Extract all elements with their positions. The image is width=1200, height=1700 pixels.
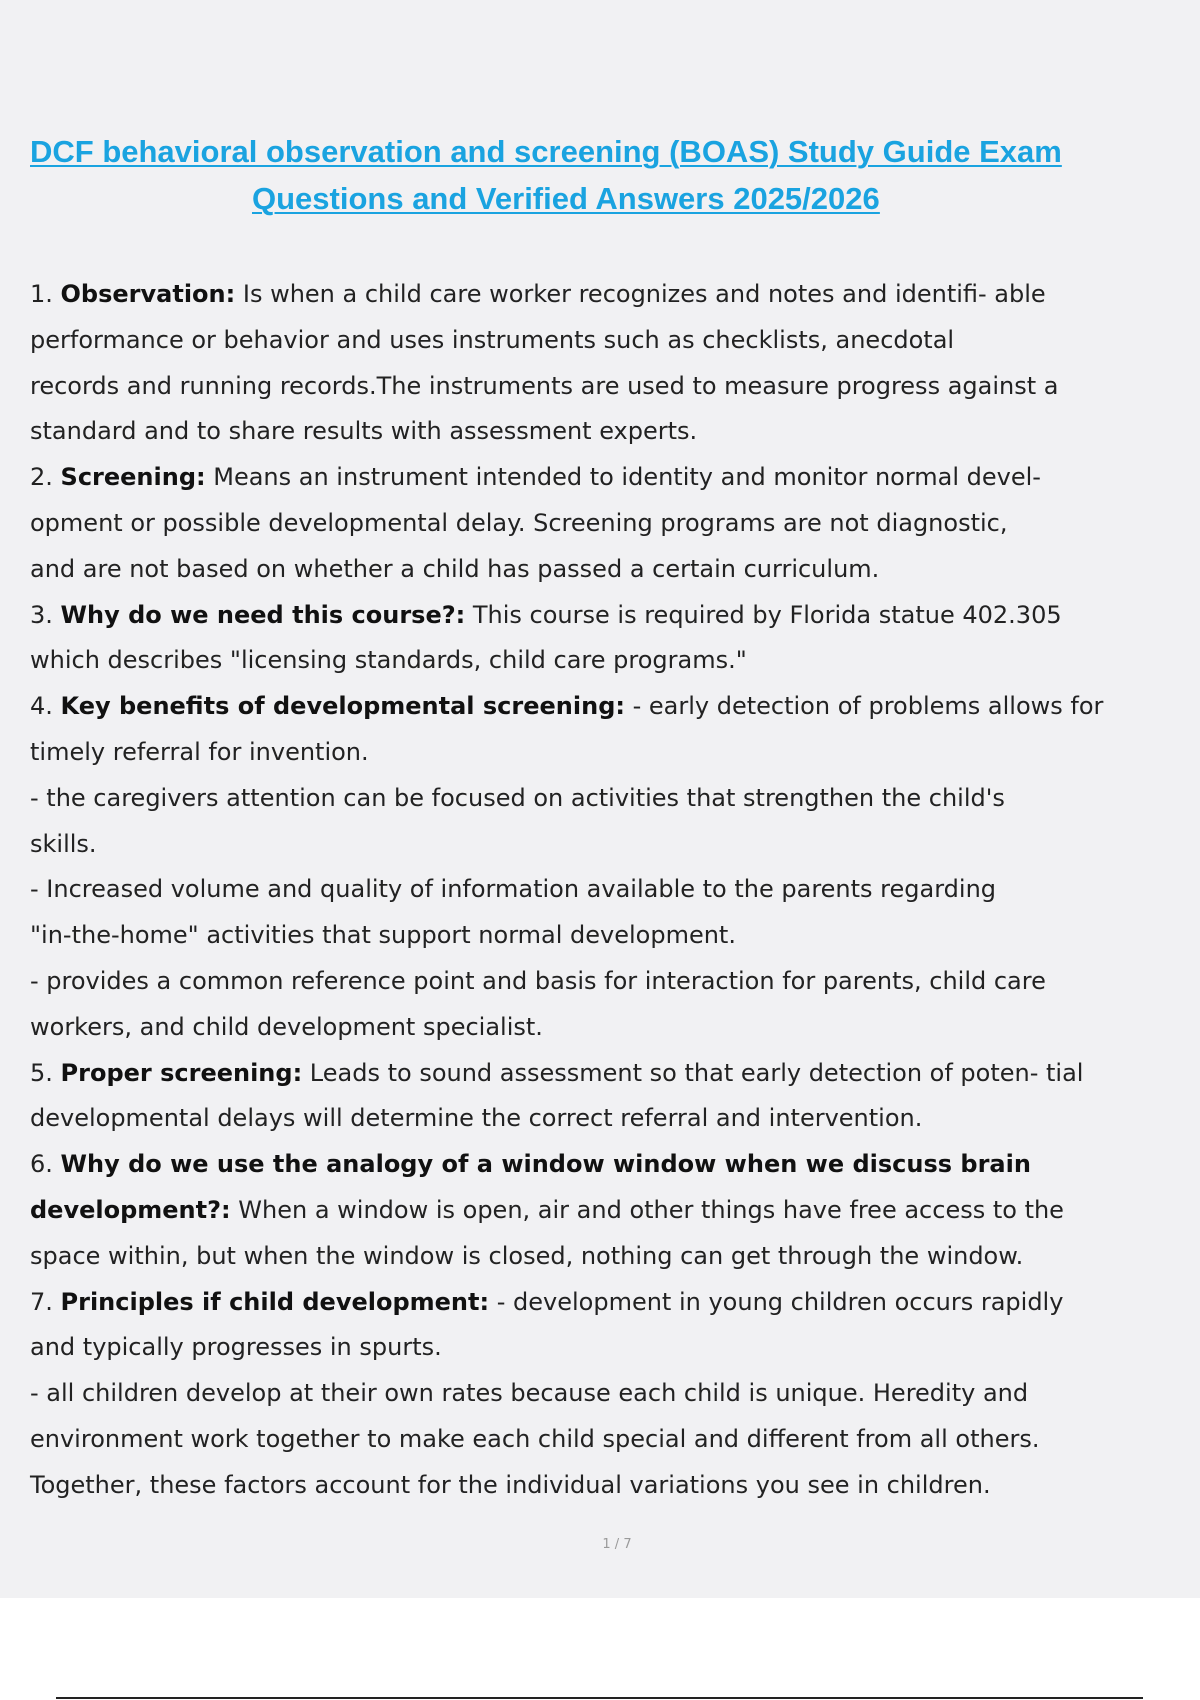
text-line [30,593,1200,639]
item-term: Proper screening: [60,1058,303,1087]
text-line [30,913,1200,959]
item-text: "in-the-home" activities that support normal development. [30,921,736,950]
item-term: Screening: [60,463,206,492]
text-line [30,1280,1200,1326]
item-term: Principles if child development: [60,1287,490,1316]
text-line [30,867,1200,913]
item-text: - early detection of problems allows for [624,692,1104,721]
document-body [30,272,1200,1509]
item-number: 5. [30,1058,61,1087]
title-line-1: DCF behavioral observation and screening (BOAS) Study Guide Exam [30,134,1062,169]
item-text: developmental delays will determine the correct referral and intervention. [30,1104,923,1133]
item-text: - all children develop at their own rates because each child is unique. Heredity and [30,1379,1029,1408]
item-number: 2. [30,463,61,492]
text-line [30,730,1200,776]
text-line [30,1142,1200,1188]
item-number: 6. [30,1150,61,1179]
item-number: 7. [30,1287,61,1316]
text-line [30,1325,1200,1371]
item-term: Why do we use the analogy of a window window when we discuss brain [60,1150,1031,1179]
item-text: space within, but when the window is closed, nothing can get through the window. [30,1241,1024,1270]
item-term: Observation: [60,280,236,308]
text-line [30,1371,1200,1417]
item-text: - the caregivers attention can be focused on activities that strengthen the child's [30,783,1005,812]
item-text: Leads to sound assessment so that early detection of poten- tial [302,1058,1084,1087]
text-line [30,409,1200,455]
text-line [30,1463,1200,1509]
text-line [30,364,1200,410]
item-text: timely referral for invention. [30,737,369,766]
text-line [30,1188,1200,1234]
text-line [30,272,1200,318]
item-term: development?: [30,1195,231,1224]
item-text: records and running records.The instruments are used to measure progress against a [30,371,1059,400]
item-text: Is when a child care worker recognizes and notes and identifi- able [235,280,1046,308]
item-text: skills. [30,829,97,858]
text-line [30,684,1200,730]
item-text: workers, and child development specialist. [30,1012,543,1041]
text-line [30,822,1200,868]
item-text: - provides a common reference point and basis for interaction for parents, child care [30,966,1046,995]
text-line [30,959,1200,1005]
text-line [30,1096,1200,1142]
text-line [30,1051,1200,1097]
item-text: When a window is open, air and other things have free access to the [230,1195,1064,1224]
item-text: and typically progresses in spurts. [30,1333,442,1362]
text-line [30,1234,1200,1280]
item-text: This course is required by Florida statue 402.305 [465,600,1062,629]
item-text: Means an instrument intended to identity and monitor normal devel- [205,463,1041,492]
page-number: 1 / 7 [602,1537,632,1552]
text-line [30,547,1200,593]
title-line-2: Questions and Verified Answers 2025/2026 [252,181,880,216]
item-text: opment or possible developmental delay. Screening programs are not diagnostic, [30,508,1008,537]
item-text: and are not based on whether a child has passed a certain curriculum. [30,554,880,583]
item-text: environment work together to make each child special and different from all others. [30,1424,1040,1453]
text-line [30,1005,1200,1051]
text-line [30,1417,1200,1463]
item-number: 4. [30,692,61,721]
text-line [30,776,1200,822]
page-divider [56,1697,1143,1699]
item-text: standard and to share results with assessment experts. [30,417,698,446]
item-text: - Increased volume and quality of information available to the parents regarding [30,875,997,904]
text-line [30,318,1200,364]
text-line [30,638,1200,684]
item-text: performance or behavior and uses instruments such as checklists, anecdotal [30,325,955,354]
text-line [30,501,1200,547]
text-line [30,455,1200,501]
item-text: which describes "licensing standards, child care programs." [30,646,747,675]
item-text: Together, these factors account for the individual variations you see in children. [30,1470,991,1499]
document-title [30,128,1200,222]
item-number: 1. [30,280,61,308]
item-text: - development in young children occurs rapidly [489,1287,1064,1316]
item-number: 3. [30,600,61,629]
item-term: Key benefits of developmental screening: [60,692,625,721]
item-term: Why do we need this course?: [60,600,466,629]
